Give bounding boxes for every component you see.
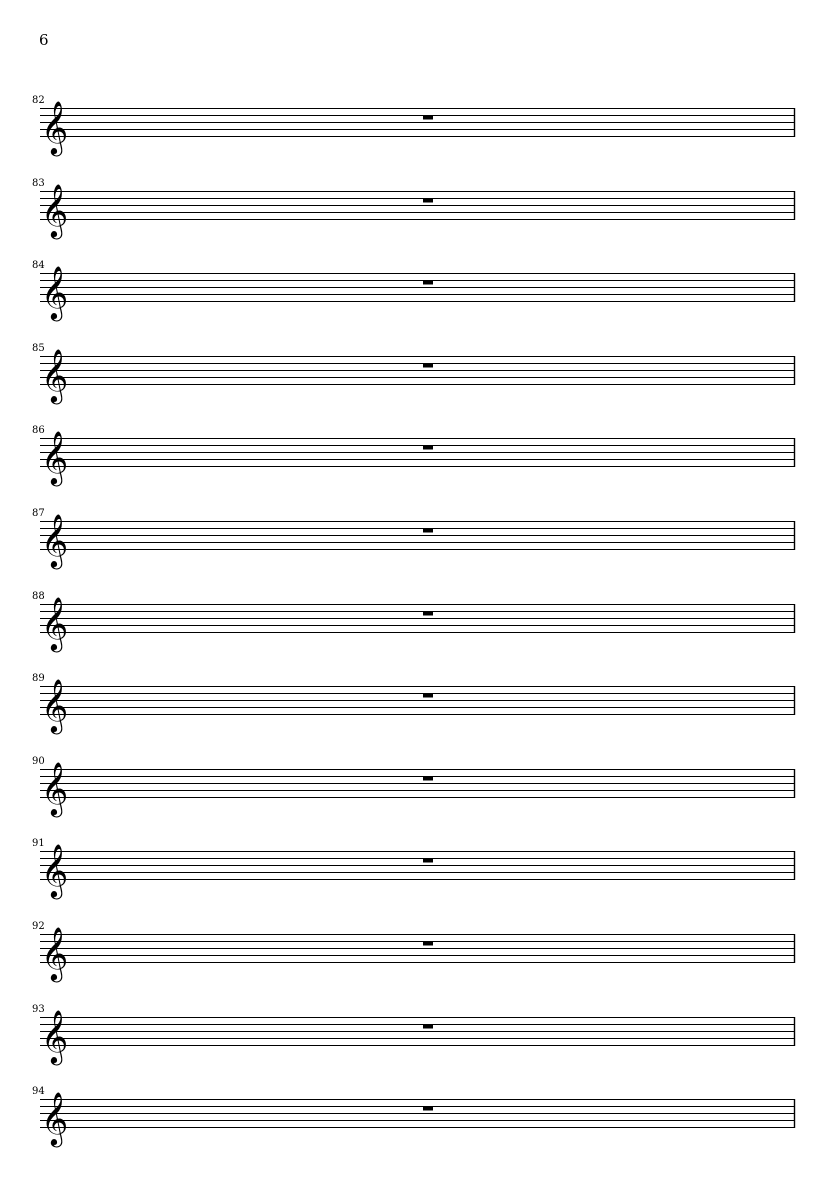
whole-rest-icon xyxy=(423,1025,433,1029)
staff-system xyxy=(0,1086,835,1159)
staff-system xyxy=(0,921,835,994)
whole-rest-icon xyxy=(423,281,433,285)
staff-system xyxy=(0,591,835,664)
measure-number: 85 xyxy=(32,343,45,354)
staff-system xyxy=(0,260,835,333)
staff-system xyxy=(0,425,835,498)
whole-rest-icon xyxy=(423,199,433,203)
measure-number: 86 xyxy=(32,425,45,436)
whole-rest-icon xyxy=(423,612,433,616)
treble-clef-icon: 𝄞 xyxy=(41,430,69,484)
whole-rest-icon xyxy=(423,446,433,450)
page-number: 6 xyxy=(39,31,49,49)
treble-clef-icon: 𝄞 xyxy=(41,761,69,815)
whole-rest-icon xyxy=(423,1107,433,1111)
measure-number: 90 xyxy=(32,756,45,767)
treble-clef-icon: 𝄞 xyxy=(41,100,69,154)
whole-rest-icon xyxy=(423,942,433,946)
measure-number: 92 xyxy=(32,921,45,932)
staff-system xyxy=(0,178,835,251)
treble-clef-icon: 𝄞 xyxy=(41,926,69,980)
staff-system xyxy=(0,508,835,581)
measure-number: 82 xyxy=(32,95,45,106)
treble-clef-icon: 𝄞 xyxy=(41,596,69,650)
treble-clef-icon: 𝄞 xyxy=(41,348,69,402)
treble-clef-icon: 𝄞 xyxy=(41,513,69,567)
treble-clef-icon: 𝄞 xyxy=(41,265,69,319)
whole-rest-icon xyxy=(423,364,433,368)
measure-number: 93 xyxy=(32,1004,45,1015)
treble-clef-icon: 𝄞 xyxy=(41,183,69,237)
staff-system xyxy=(0,1004,835,1077)
treble-clef-icon: 𝄞 xyxy=(41,678,69,732)
measure-number: 94 xyxy=(32,1086,45,1097)
staff-system xyxy=(0,673,835,746)
staff-system xyxy=(0,343,835,416)
measure-number: 91 xyxy=(32,838,45,849)
whole-rest-icon xyxy=(423,777,433,781)
whole-rest-icon xyxy=(423,859,433,863)
whole-rest-icon xyxy=(423,694,433,698)
treble-clef-icon: 𝄞 xyxy=(41,843,69,897)
treble-clef-icon: 𝄞 xyxy=(41,1009,69,1063)
measure-number: 83 xyxy=(32,178,45,189)
measure-number: 84 xyxy=(32,260,45,271)
treble-clef-icon: 𝄞 xyxy=(41,1091,69,1145)
staff-system xyxy=(0,95,835,168)
measure-number: 88 xyxy=(32,591,45,602)
whole-rest-icon xyxy=(423,529,433,533)
staff-system xyxy=(0,838,835,911)
measure-number: 89 xyxy=(32,673,45,684)
whole-rest-icon xyxy=(423,116,433,120)
measure-number: 87 xyxy=(32,508,45,519)
staff-system xyxy=(0,756,835,829)
